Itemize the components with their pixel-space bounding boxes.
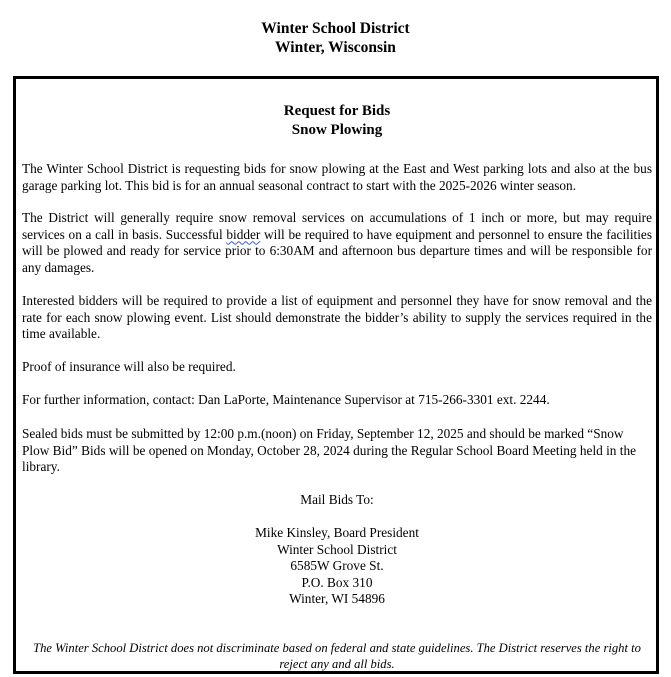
- address-org: Winter School District: [277, 541, 397, 557]
- spellcheck-flagged-word: bidder: [226, 226, 261, 242]
- page-header: [0, 19, 671, 57]
- notice-subtitle: Snow Plowing: [291, 122, 383, 138]
- paragraph-deadline: Sealed bids must be submitted by 12:00 p.m.(noon) on Friday, September 12, 2025 and should be marked “Snow Plow Bid” Bids will be opened on Monday, October 28, 2024 during the Regular School Board Meeting held in the library.: [22, 426, 637, 474]
- address-po-box: P.O. Box 310: [301, 574, 373, 590]
- address-street: 6585W Grove St.: [290, 558, 384, 573]
- address-name: Mike Kinsley, Board President: [255, 525, 419, 540]
- paragraph-intro: The Winter School District is requesting bids for snow plowing at the East and West parking lots and also at the bus garage parking lot. This bid is for an annual seasonal contract to start with the 2025-2026 winter season.: [22, 161, 652, 193]
- mail-heading: Mail Bids To:: [300, 492, 374, 507]
- district-name: Winter School District: [261, 20, 410, 37]
- notice-title: Request for Bids: [283, 103, 391, 119]
- district-location: Winter, Wisconsin: [275, 39, 396, 56]
- paragraph-equipment: Interested bidders will be required to provide a list of equipment and personnel they have for snow removal and the rate for each snow plowing event. List should demonstrate the bidder’s ability to supply the services required in the time available.: [22, 293, 652, 341]
- address-city: Winter, WI 54896: [289, 591, 385, 606]
- nondiscrimination-footer: The Winter School District does not discriminate based on federal and state guidelines. The District reserves the right to reject any and all bids.: [33, 641, 641, 671]
- paragraph-requirements: [22, 210, 652, 276]
- notice-titles: [22, 102, 652, 140]
- paragraph-requirements-start: The District will generally require snow removal services on accumulations of 1 inch or more, but may require services on a call in basis. Successful: [22, 210, 652, 242]
- mailing-address: [22, 525, 652, 608]
- paragraph-insurance: Proof of insurance will also be required.: [22, 359, 236, 374]
- paragraph-contact: For further information, contact: Dan LaPorte, Maintenance Supervisor at 715-266-3301 ext. 2244.: [22, 392, 550, 407]
- bid-notice-box: [13, 76, 659, 674]
- paragraph-requirements-end: will be required to have equipment and personnel to ensure the facilities will be plowed and ready for service prior to 6:30AM and afternoon bus departure times and will be responsible for any damages.: [22, 226, 652, 275]
